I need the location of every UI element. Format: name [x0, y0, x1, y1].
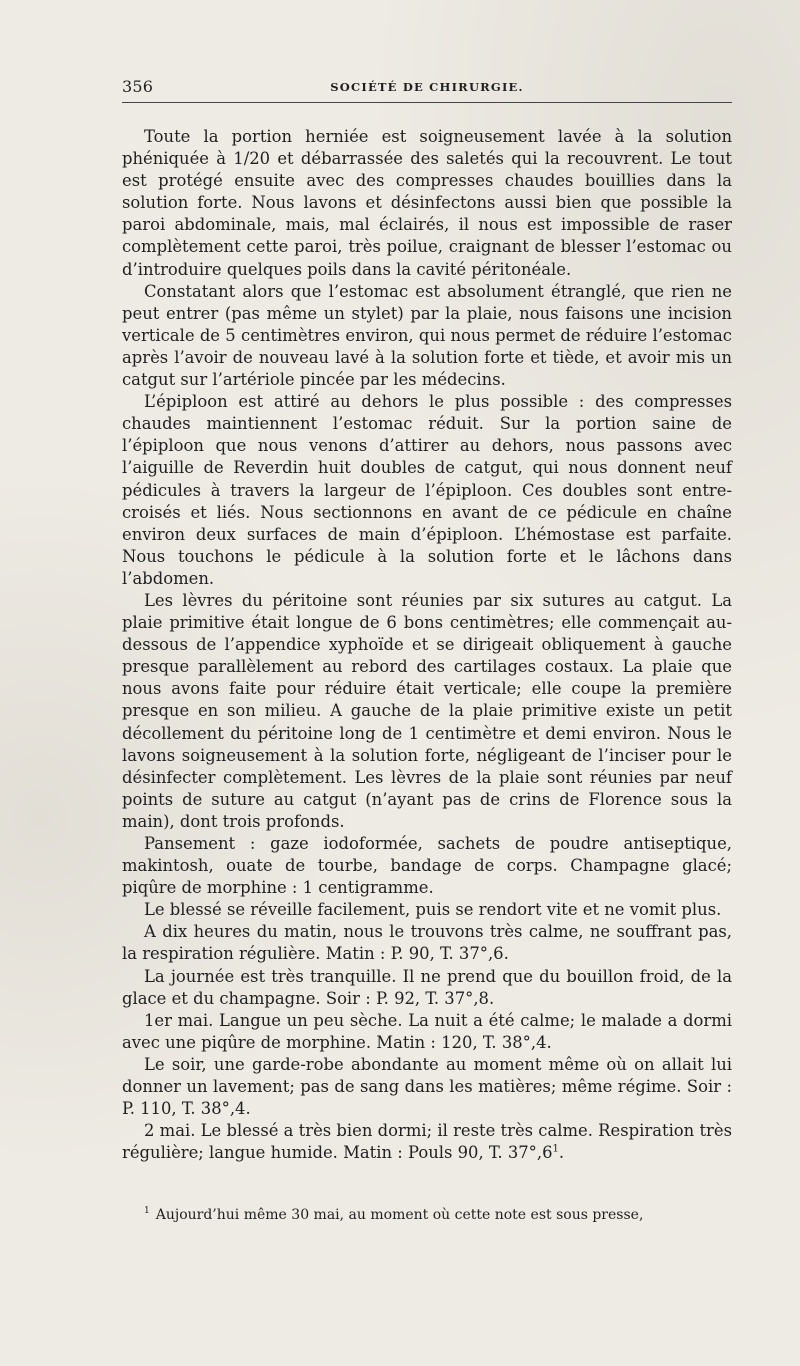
- paragraph-10: Le soir, une garde-robe abondante au moment même où on allait lui donner un lavement; pas de sang dans les matières; même régime. Soir : P. 110, T. 38°,4.: [122, 1054, 732, 1119]
- footnote-paragraph: [122, 1205, 732, 1225]
- paragraph-11: 2 mai. Le blessé a très bien dormi; il reste très calme. Respiration très régulière; langue humide. Matin : Pouls 90, T. 37°,6$^1$.: [122, 1121, 732, 1163]
- body-text: [122, 126, 732, 1164]
- page-header: [122, 77, 732, 101]
- paragraph-5: Pansement : gaze iodoformée, sachets de poudre antiseptique, makintosh, ouate de tourbe, bandage de corps. Champagne glacé; piqûre de morphine : 1 centigramme.: [122, 834, 732, 898]
- running-title: SOCIÉTÉ DE CHIRURGIE.: [330, 80, 524, 94]
- paragraph-3: L’épiploon est attiré au dehors le plus possible : des compresses chaudes maintiennent l’estomac réduit. Sur la portion saine de l’épiploon que nous venons d’attirer au dehors, nous passons avec l’aiguille de Reverdin huit doubles de catgut, qui nous donnent neuf pédicules à travers la largeur de l’épiploon. Ces doubles sont entre-croisés et liés. Nous sectionnons en avant de ce pédicule en chaîne environ deux surfaces de main d’épiploon. L’hémostase est parfaite. Nous touchons le pédicule à la solution forte et le lâchons dans l’abdomen.: [122, 392, 732, 588]
- paragraph-4: Les lèvres du péritoine sont réunies par six sutures au catgut. La plaie primitive était longue de 6 bons centimètres; elle commençait au-dessous de l’appendice xyphoïde et se dirigeait obliquement à gauche presque parallèlement au rebord des cartilages costaux. La plaie que nous avons faite pour réduire était verticale; elle coupe la première presque en son milieu. A gauche de la plaie primitive existe un petit décollement du péritoine long de 1 centimètre et demi environ. Nous le lavons soigneusement à la solution forte, négligeant de l’inciser pour le désinfecter complètement. Les lèvres de la plaie sont réunies par neuf points de suture au catgut (n’ayant pas de crins de Florence sous la main), dont trois profonds.: [122, 590, 732, 831]
- paragraph-8: La journée est très tranquille. Il ne prend que du bouillon froid, de la glace et du champagne. Soir : P. 92, T. 37°,8.: [122, 966, 732, 1008]
- paragraph-2: Constatant alors que l’estomac est absolument étranglé, que rien ne peut entrer (pas même un stylet) par la plaie, nous faisons une incision verticale de 5 centimètres environ, qui nous permet de réduire l’estomac après l’avoir de nouveau lavé à la solution forte et tiède, et avoir mis un catgut sur l’artériole pincée par les médecins.: [122, 281, 732, 390]
- footnote-text: Aujourd’hui même 30 mai, au moment où cette note est sous presse,: [155, 1207, 644, 1223]
- paragraph-9: 1er mai. Langue un peu sèche. La nuit a été calme; le malade a dormi avec une piqûre de morphine. Matin : 120, T. 38°,4.: [122, 1010, 732, 1052]
- paragraph-6: Le blessé se réveille facilement, puis se rendort vite et ne vomit plus.: [144, 900, 722, 920]
- paragraph-11-text: 2 mai. Le blessé a très bien dormi; il reste très calme. Respiration très régulière; langue humide. Matin : Pouls 90, T. 37°,6: [122, 1121, 732, 1163]
- paragraph-7: A dix heures du matin, nous le trouvons très calme, ne souffrant pas, la respiration régulière. Matin : P. 90, T. 37°,6.: [122, 922, 732, 964]
- footnote-number: 1: [144, 1206, 150, 1217]
- header-rule: [122, 102, 732, 103]
- page-number: 356: [122, 77, 154, 96]
- footnote-marker: 1: [552, 1143, 559, 1155]
- paragraph-1: Toute la portion herniée est soigneusement lavée à la solution phéniquée à 1/20 et débarrassée des saletés qui la recouvrent. Le tout est protégé ensuite avec des compresses chaudes bouillies dans la solution forte. Nous lavons et désinfectons aussi bien que possible la paroi abdominale, mais, mal éclairés, il nous est impossible de raser complètement cette paroi, très poilue, craignant de blesser l’estomac ou d’introduire quelques poils dans la cavité péritonéale.: [122, 127, 732, 279]
- footnote: [122, 1205, 732, 1225]
